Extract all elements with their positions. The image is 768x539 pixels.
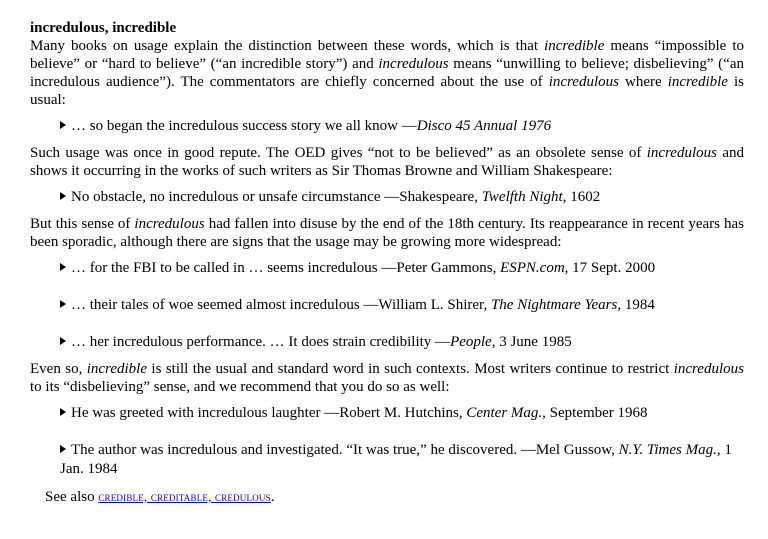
bullet-triangle-icon	[60, 263, 66, 271]
example-1: … so began the incredulous success story we all know —Disco 45 Annual 1976	[60, 117, 744, 136]
paragraph-1: Many books on usage explain the distinction between these words, which is that incredible means “impossible to believe” or “hard to believe” (“an incredible story”) and incredulous means “unwilling to believe; disbelieving” (“an incredulous audience”). The commentators are chiefly concerned about the use of incredulous where incredible is usual:	[30, 38, 744, 108]
paragraph-2: Such usage was once in good repute. The OED gives “not to be believed” as an obsolete sense of incredulous and shows it occurring in the works of such writers as Sir Thomas Browne and William Shakespeare:	[30, 145, 744, 179]
bullet-triangle-icon	[60, 121, 66, 129]
example-6: He was greeted with incredulous laughter —Robert M. Hutchins, Center Mag., September 1968	[60, 404, 744, 423]
bullet-triangle-icon	[60, 408, 66, 416]
bullet-triangle-icon	[60, 337, 66, 345]
bullet-triangle-icon	[60, 445, 66, 453]
bullet-triangle-icon	[60, 300, 66, 308]
paragraph-3: But this sense of incredulous had fallen into disuse by the end of the 18th century. Its reappearance in recent years has been sporadic, although there are signs that the usage may be growing more widespread:	[30, 216, 744, 250]
example-4: … their tales of woe seemed almost incredulous —William L. Shirer, The Nightmare Years, 1984	[60, 296, 744, 315]
example-7: The author was incredulous and investigated. “It was true,” he discovered. —Mel Gussow, N.Y. Times Mag., 1 Jan. 1984	[60, 442, 732, 477]
dictionary-entry	[30, 20, 744, 507]
see-also: See also credible, creditable, credulous.	[45, 489, 275, 505]
paragraph-4: Even so, incredible is still the usual and standard word in such contexts. Most writers continue to restrict incredulous to its “disbelieving” sense, and we recommend that you do so as well:	[30, 361, 744, 395]
example-2: No obstacle, no incredulous or unsafe circumstance —Shakespeare, Twelfth Night, 1602	[60, 188, 744, 207]
entry-headword: incredulous, incredible	[30, 20, 177, 36]
see-also-link[interactable]: credible, creditable, credulous	[98, 489, 271, 504]
bullet-triangle-icon	[60, 192, 66, 200]
example-3: … for the FBI to be called in … seems incredulous —Peter Gammons, ESPN.com, 17 Sept. 2000	[60, 259, 744, 278]
example-5: … her incredulous performance. … It does strain credibility —People, 3 June 1985	[60, 333, 744, 352]
